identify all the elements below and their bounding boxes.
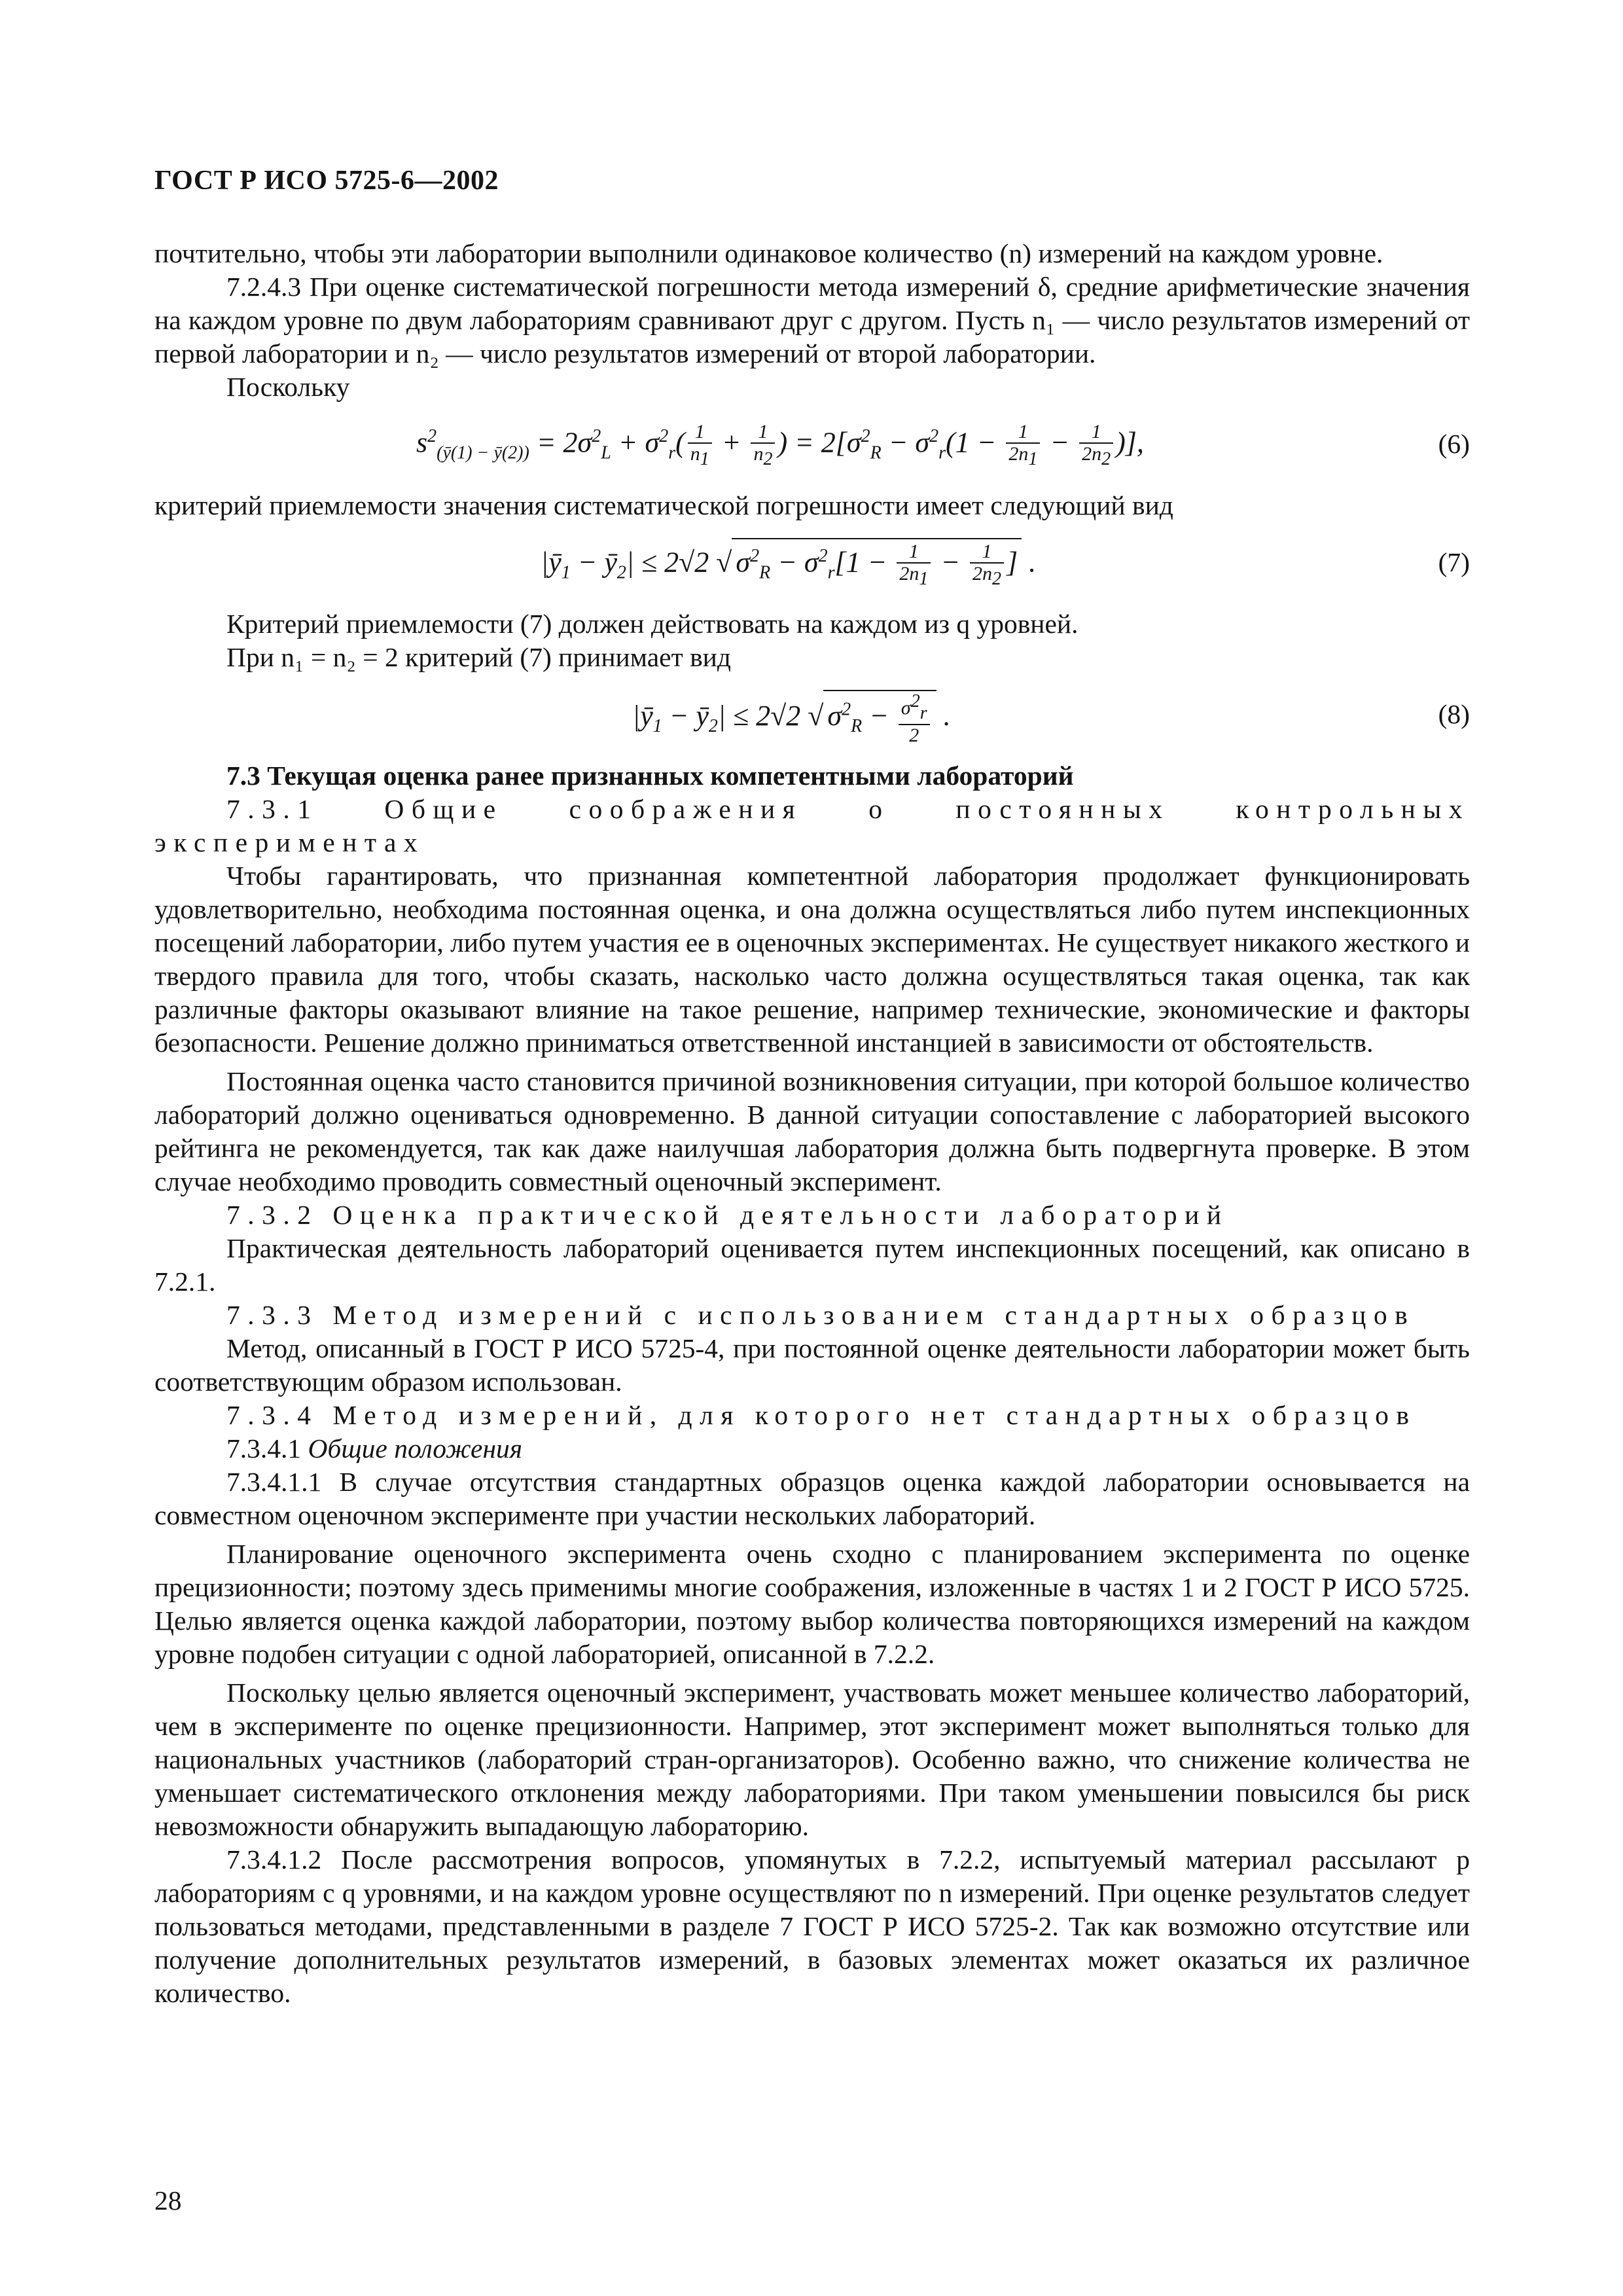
equation-number: (7)	[1438, 547, 1470, 577]
paragraph: 7.3.4.1.2 После рассмотрения вопросов, упомянутых в 7.2.2, испытуемый материал рассылают p лабораториям с q уровнями, и на каждом уровне осуществляют по n измерений. При оценке результатов следует пользоваться методами, представленными в разделе 7 ГОСТ Р ИСО 5725-2. Так как возможно отсутствие или получение дополнительных результатов измерений, в базовых элементах может оказаться их различное количество.	[154, 1844, 1470, 2008]
equation-7	[154, 531, 1470, 602]
subsection-heading: 7.3.2 Оценка практической деятельности лабораторий	[226, 1200, 1229, 1230]
page-number: 28	[154, 2185, 182, 2215]
heading-number: 7.3.4.1	[226, 1433, 302, 1463]
heading-title: Общие положения	[308, 1433, 523, 1463]
paragraph: Постоянная оценка часто становится причиной возникновения ситуации, при которой большое количество лабораторий должно оцениваться одновременно. В данной ситуации сопоставление с лабораторией высокого рейтинга не рекомендуется, так как даже наилучшая лаборатория должна быть подвергнута проверке. В этом случае необходимо проводить совместный оценочный эксперимент.	[154, 1066, 1470, 1196]
equation-6-formula: $s^2_{(ȳ(1) - ȳ(2))} = 2\sigma^2_L + \sigma^2_r$( $\frac{1}{n_1}$ + $\frac{1}{n_2}$ ) = $2[\sigma^2_R - \sigma^2_r(1$ − $\frac{1}{2n_1}$ − $\frac{1}{2n_2}$ )],	[416, 420, 1144, 469]
equation-number: (8)	[1438, 699, 1470, 729]
paragraph: 7.3.4.1.1 В случае отсутствия стандартных образцов оценка каждой лаборатории основывается на совместном оценочном эксперименте при участии нескольких лабораторий.	[154, 1467, 1470, 1530]
equation-6	[154, 413, 1470, 484]
paragraph: Чтобы гарантировать, что признанная компетентной лаборатория продолжает функционировать удовлетворительно, необходима постоянная оценка, и она должна осуществляться либо путем инспекционных посещений лаборатории, либо путем участия ее в оценочных экспериментах. Не существует никакого жесткого и твердого правила для того, чтобы сказать, насколько часто должна осуществляться такая оценка, так как различные факторы оказывают влияние на такое решение, например технические, экономические и факторы безопасности. Решение должно приниматься ответственной инстанцией в зависимости от обстоятельств.	[154, 861, 1470, 1058]
equation-8-formula: $|ȳ_1$ − $ȳ_2| \le 2√2$ √ $\sigma^2_R$ − $\frac{\sigma^2_r}{2}$ .	[632, 691, 951, 746]
section-heading: 7.3 Текущая оценка ранее признанных компетентными лабораторий	[226, 761, 1074, 791]
paragraph: 7.2.4.3 При оценке систематической погрешности метода измерений δ, средние арифметические значения на каждом уровне по двум лабораториям сравнивают друг с другом. Пусть n₁ — число результатов измерений от первой лаборатории и n₂ — число результатов измерений от второй лаборатории.	[154, 272, 1470, 368]
equation-number: (6)	[1438, 429, 1470, 459]
document-header: ГОСТ Р ИСО 5725-6—2002	[154, 166, 499, 196]
paragraph: Поскольку	[226, 372, 350, 402]
paragraph: Метод, описанный в ГОСТ Р ИСО 5725-4, при постоянной оценке деятельности лаборатории может быть соответствующим образом использован.	[154, 1333, 1470, 1397]
paragraph: При n₁ = n₂ = 2 критерий (7) принимает вид	[226, 642, 731, 672]
paragraph: Практическая деятельность лабораторий оценивается путем инспекционных посещений, как описано в 7.2.1.	[154, 1233, 1470, 1297]
paragraph: почтительно, чтобы эти лаборатории выполнили одинаковое количество (n) измерений на каждом уровне.	[154, 238, 1383, 268]
paragraph: Критерий приемлемости (7) должен действовать на каждом из q уровней.	[226, 609, 1079, 639]
paragraph: Планирование оценочного эксперимента очень сходно с планированием эксперимента по оценке прецизионности; поэтому здесь применимы многие соображения, изложенные в частях 1 и 2 ГОСТ Р ИСО 5725. Целью является оценка каждой лаборатории, поэтому выбор количества повторяющихся измерений на каждом уровне подобен ситуации с одной лабораторией, описанной в 7.2.2.	[154, 1539, 1470, 1669]
equation-8	[154, 683, 1470, 754]
subsubsection-heading	[154, 1432, 1470, 1465]
subsection-heading: 7.3.4 Метод измерений, для которого нет стандартных образцов	[226, 1400, 1417, 1430]
equation-7-formula: $|ȳ_1$ − $ȳ_2| \le 2√2$ √ $\sigma^2_R - \sigma^2_r[1$ − $\frac{1}{2n_1}$ − $\frac{1}{2n_2}$ ] .	[541, 538, 1036, 590]
paragraph: Поскольку целью является оценочный эксперимент, участвовать может меньшее количество лабораторий, чем в эксперименте по оценке прецизионности. Например, этот эксперимент может выполняться только для национальных участников (лабораторий стран-организаторов). Особенно важно, что снижение количества не уменьшает систематического отклонения между лабораториями. При таком уменьшении повысился бы риск невозможности обнаружить выпадающую лабораторию.	[154, 1677, 1470, 1841]
subsection-heading: 7.3.1 Общие соображения о постоянных контрольных экспериментах	[154, 794, 1470, 857]
paragraph: критерий приемлемости значения систематической погрешности имеет следующий вид	[154, 490, 1173, 520]
subsection-heading: 7.3.3 Метод измерений с использованием стандартных образцов	[226, 1300, 1416, 1330]
document-body	[154, 237, 1470, 2010]
